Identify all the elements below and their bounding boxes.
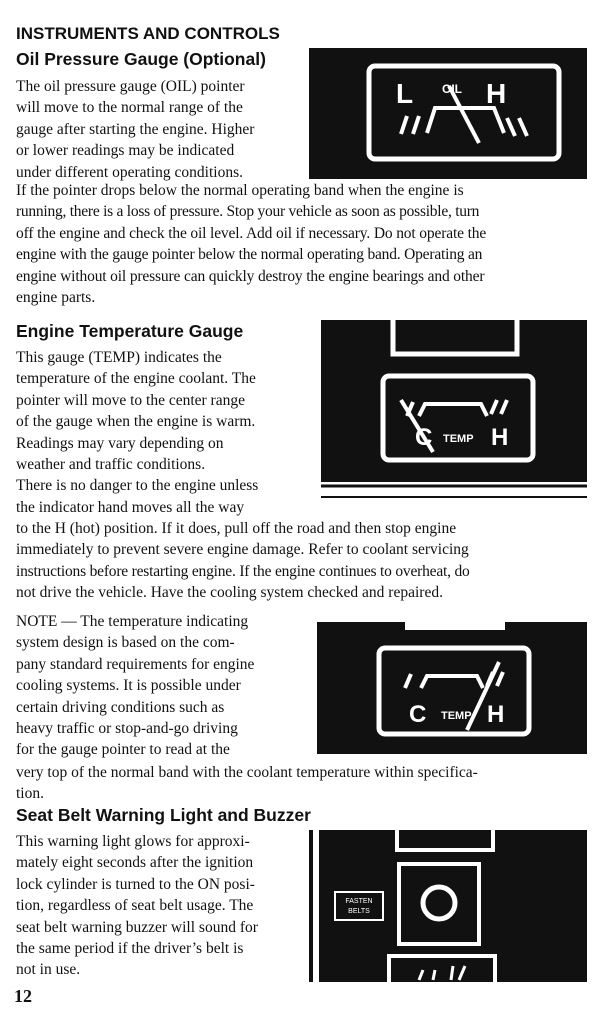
- gauge-left-mark: L: [396, 78, 414, 109]
- text-line: engine with the gauge pointer below the normal operating band. Operating an: [16, 246, 483, 264]
- text-line: cooling systems. It is possible under: [16, 677, 241, 695]
- text-line: pany standard requirements for engine: [16, 655, 255, 673]
- text-line: gauge after starting the engine. Higher: [16, 120, 255, 138]
- gauge-left-mark: C: [409, 701, 427, 728]
- text-line: for the gauge pointer to read at the: [16, 741, 230, 759]
- text-line: or lower readings may be indicated: [16, 142, 235, 160]
- text-line: engine parts.: [16, 289, 96, 307]
- gauge-label: TEMP: [443, 433, 474, 445]
- note-gauge-figure: [317, 622, 587, 754]
- text-line: under different operating conditions.: [16, 163, 243, 181]
- temp-full-text: [16, 518, 470, 604]
- text-line: tion.: [16, 785, 44, 803]
- text-line: pointer will move to the center range: [16, 391, 245, 409]
- text-line: system design is based on the com-: [16, 634, 235, 652]
- text-line: temperature of the engine coolant. The: [16, 370, 256, 388]
- belts-label: BELTS: [348, 908, 370, 915]
- text-line: mately eight seconds after the ignition: [16, 854, 254, 872]
- oil-wrapped-text: [16, 76, 254, 183]
- note-wrapped-text: [16, 611, 254, 761]
- gauge-label: OIL: [442, 82, 462, 96]
- gauge-left-mark: C: [415, 424, 433, 451]
- text-line: weather and traffic conditions.: [16, 456, 206, 474]
- text-line: This warning light glows for approxi-: [16, 833, 250, 850]
- page-title: INSTRUMENTS AND CONTROLS: [16, 24, 280, 43]
- gauge-right-mark: H: [486, 78, 507, 109]
- text-line: very top of the normal band with the coolant temperature within specifica-: [16, 764, 478, 781]
- text-line: of the gauge when the engine is warm.: [16, 413, 256, 431]
- oil-gauge-figure: [309, 48, 587, 179]
- page-number: 12: [14, 986, 32, 1006]
- text-line: certain driving conditions such as: [16, 698, 225, 716]
- note-gauge-drawing: [317, 622, 587, 754]
- oil-gauge-drawing: [309, 48, 587, 179]
- seatbelt-wrapped-text: [16, 831, 258, 981]
- text-line: Readings may vary depending on: [16, 434, 224, 452]
- text-line: not drive the vehicle. Have the cooling system checked and repaired.: [16, 584, 443, 602]
- gauge-label: TEMP: [441, 710, 472, 722]
- seatbelt-section-heading: Seat Belt Warning Light and Buzzer: [16, 805, 311, 825]
- text-line: The oil pressure gauge (OIL) pointer: [16, 78, 245, 95]
- text-line: seat belt warning buzzer will sound for: [16, 918, 258, 936]
- note-full-text: [16, 762, 478, 805]
- oil-section-heading: Oil Pressure Gauge (Optional): [16, 49, 266, 69]
- text-line: lock cylinder is turned to the ON posi-: [16, 875, 255, 893]
- text-line: If the pointer drops below the normal operating band when the engine is: [16, 182, 464, 199]
- seatbelt-figure: [305, 830, 587, 982]
- text-line: NOTE — The temperature indicating: [16, 613, 249, 630]
- text-line: tion, regardless of seat belt usage. The: [16, 897, 254, 915]
- text-line: not in use.: [16, 961, 81, 979]
- text-line: instructions before restarting engine. If the engine continues to overheat, do: [16, 562, 470, 580]
- text-line: immediately to prevent severe engine damage. Refer to coolant servicing: [16, 541, 469, 559]
- text-line: engine without oil pressure can quickly destroy the engine bearings and other: [16, 267, 485, 285]
- gauge-right-mark: H: [491, 424, 509, 451]
- temp-section-heading: Engine Temperature Gauge: [16, 321, 244, 341]
- text-line: will move to the normal range of the: [16, 99, 243, 117]
- text-line: the same period if the driver’s belt is: [16, 940, 244, 958]
- temp-gauge-figure: [321, 320, 587, 512]
- fasten-label: FASTEN: [345, 898, 373, 905]
- temp-wrapped-text: [16, 347, 258, 518]
- text-line: running, there is a loss of pressure. Stop your vehicle as soon as possible, turn: [16, 203, 480, 221]
- gauge-right-mark: H: [487, 701, 505, 728]
- oil-full-text: [16, 180, 486, 308]
- seatbelt-drawing: [305, 830, 587, 982]
- text-line: to the H (hot) position. If it does, pull off the road and then stop engine: [16, 520, 457, 537]
- temp-gauge-drawing: [321, 320, 587, 512]
- text-line: There is no danger to the engine unless: [16, 477, 259, 495]
- text-line: off the engine and check the oil level. Add oil if necessary. Do not operate the: [16, 224, 487, 242]
- text-line: the indicator hand moves all the way: [16, 498, 245, 516]
- text-line: heavy traffic or stop-and-go driving: [16, 720, 238, 738]
- text-line: This gauge (TEMP) indicates the: [16, 349, 222, 366]
